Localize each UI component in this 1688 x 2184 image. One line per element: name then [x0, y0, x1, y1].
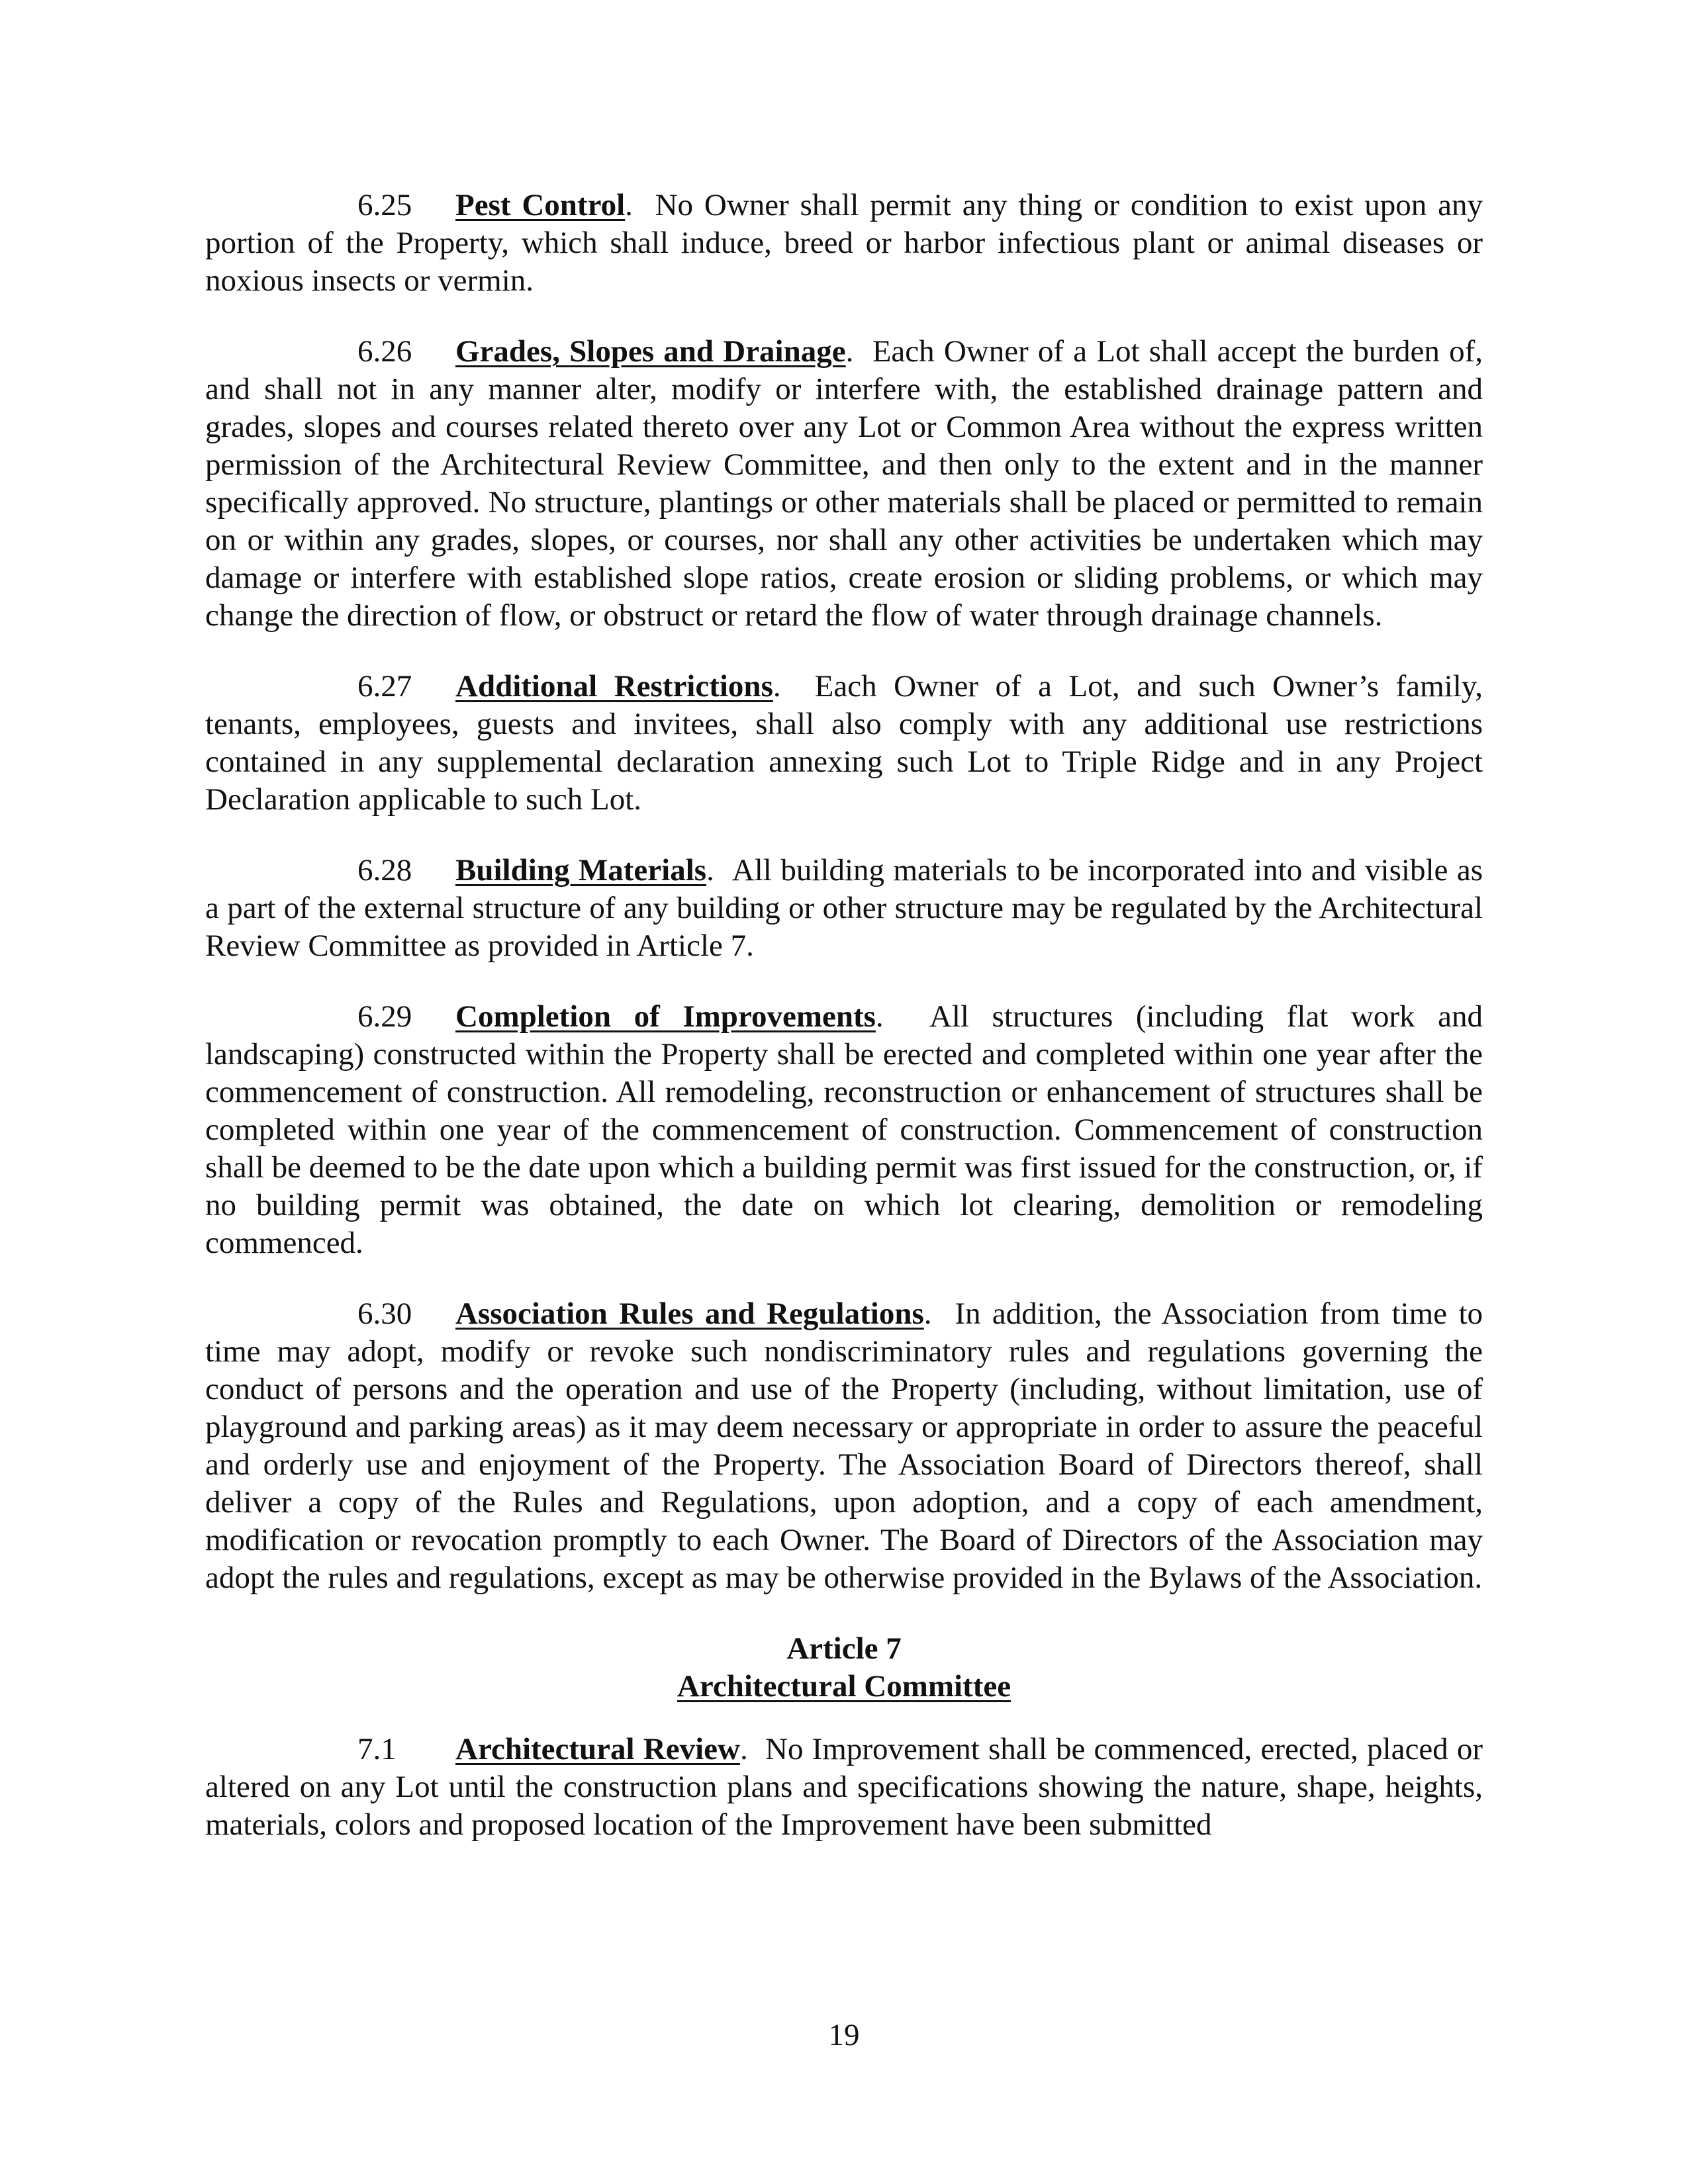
section-heading: Architectural Review — [455, 1732, 740, 1766]
page-number: 19 — [828, 2018, 860, 2052]
section-number: 6.30 — [357, 1297, 412, 1331]
section-6-25: 6.25 Pest Control. No Owner shall permit any thing or condition to exist upon any portion of the Property, which shall induce, breed or harbor infectious plant or animal diseases or noxious insects or vermin. — [205, 188, 1483, 298]
section-heading: Additional Restrictions — [455, 669, 773, 704]
section-body: No Improvement shall be commenced, erected, placed or altered on any Lot until the construction plans and specifications showing the nature, shape, heights, materials, colors and proposed location of the Improvement have been submitted — [205, 1732, 1483, 1842]
section-heading: Building Materials — [455, 853, 707, 887]
section-heading: Pest Control — [455, 188, 626, 222]
section-body: Each Owner of a Lot, and such Owner’s family, tenants, employees, guests and invitees, shall also comply with any additional use restrictions contained in any supplemental declaration annexing such Lot to Triple Ridge and in any Project Declaration applicable to such Lot. — [205, 669, 1483, 817]
section-number: 7.1 — [357, 1732, 397, 1766]
document-page — [205, 187, 1483, 1877]
section-6-28: 6.28 Building Materials. All building materials to be incorporated into and visible as a part of the external structure of any building or other structure may be regulated by the Architectural Review Committee as provided in Article 7. — [205, 853, 1483, 963]
section-heading: Grades, Slopes and Drainage — [455, 334, 846, 369]
section-body: In addition, the Association from time to time may adopt, modify or revoke such nondiscriminatory rules and regulations governing the conduct of persons and the operation and use of the Property (including, without limitation, use of playground and parking areas) as it may deem necessary or appropriate in order to assure the peaceful and orderly use and enjoyment of the Property. The Association Board of Directors thereof, shall deliver a copy of the Rules and Regulations, upon adoption, and a copy of each amendment, modification or revocation promptly to each Owner. The Board of Directors of the Association may adopt the rules and regulations, except as may be otherwise provided in the Bylaws of the Association. — [205, 1297, 1483, 1595]
section-body: No Owner shall permit any thing or condition to exist upon any portion of the Property, which shall induce, breed or harbor infectious plant or animal diseases or noxious insects or vermin. — [205, 188, 1483, 298]
article-label: Article 7 — [786, 1631, 902, 1666]
section-number: 6.27 — [357, 669, 412, 704]
section-number: 6.28 — [357, 853, 412, 887]
section-heading: Association Rules and Regulations — [455, 1297, 924, 1331]
section-body: All structures (including flat work and landscaping) constructed within the Property shall be erected and completed within one year after the commencement of construction. All remodeling, reconstruction or enhancement of structures shall be completed within one year of the commencement of construction. Commencement of construction shall be deemed to be the date upon which a building permit was first issued for the construction, or, if no building permit was obtained, the date on which lot clearing, demolition or remodeling commenced. — [205, 999, 1483, 1260]
section-7-1: 7.1 Architectural Review. No Improvement shall be commenced, erected, placed or altered on any Lot until the construction plans and specifications showing the nature, shape, heights, materials, colors and proposed location of the Improvement have been submitted — [205, 1732, 1483, 1842]
section-number: 6.25 — [357, 188, 412, 222]
section-6-26: 6.26 Grades, Slopes and Drainage. Each Owner of a Lot shall accept the burden of, and shall not in any manner alter, modify or interfere with, the established drainage pattern and grades, slopes and courses related thereto over any Lot or Common Area without the express written permission of the Architectural Review Committee, and then only to the extent and in the manner specifically approved. No structure, plantings or other materials shall be placed or permitted to remain on or within any grades, slopes, or courses, nor shall any other activities be undertaken which may damage or interfere with established slope ratios, create erosion or sliding problems, or which may change the direction of flow, or obstruct or retard the flow of water through drainage channels. — [205, 334, 1483, 633]
article-heading — [205, 1630, 1483, 1706]
article-title: Architectural Committee — [677, 1669, 1011, 1704]
section-body: Each Owner of a Lot shall accept the burden of, and shall not in any manner alter, modify or interfere with, the established drainage pattern and grades, slopes and courses related thereto over any Lot or Common Area without the express written permission of the Architectural Review Committee, and then only to the extent and in the manner specifically approved. No structure, plantings or other materials shall be placed or permitted to remain on or within any grades, slopes, or courses, nor shall any other activities be undertaken which may damage or interfere with established slope ratios, create erosion or sliding problems, or which may change the direction of flow, or obstruct or retard the flow of water through drainage channels. — [205, 334, 1483, 633]
section-6-29: 6.29 Completion of Improvements. All structures (including flat work and landscaping) constructed within the Property shall be erected and completed within one year after the commencement of construction. All remodeling, reconstruction or enhancement of structures shall be completed within one year of the commencement of construction. Commencement of construction shall be deemed to be the date upon which a building permit was first issued for the construction, or, if no building permit was obtained, the date on which lot clearing, demolition or remodeling commenced. — [205, 999, 1483, 1260]
section-number: 6.29 — [357, 999, 412, 1034]
section-number: 6.26 — [357, 334, 412, 369]
section-body: All building materials to be incorporated into and visible as a part of the external structure of any building or other structure may be regulated by the Architectural Review Committee as provided in Article 7. — [205, 853, 1483, 963]
section-heading: Completion of Improvements — [455, 999, 876, 1034]
section-6-27: 6.27 Additional Restrictions. Each Owner of a Lot, and such Owner’s family, tenants, employees, guests and invitees, shall also comply with any additional use restrictions contained in any supplemental declaration annexing such Lot to Triple Ridge and in any Project Declaration applicable to such Lot. — [205, 669, 1483, 817]
section-6-30: 6.30 Association Rules and Regulations. In addition, the Association from time to time may adopt, modify or revoke such nondiscriminatory rules and regulations governing the conduct of persons and the operation and use of the Property (including, without limitation, use of playground and parking areas) as it may deem necessary or appropriate in order to assure the peaceful and orderly use and enjoyment of the Property. The Association Board of Directors thereof, shall deliver a copy of the Rules and Regulations, upon adoption, and a copy of each amendment, modification or revocation promptly to each Owner. The Board of Directors of the Association may adopt the rules and regulations, except as may be otherwise provided in the Bylaws of the Association. — [205, 1297, 1483, 1595]
